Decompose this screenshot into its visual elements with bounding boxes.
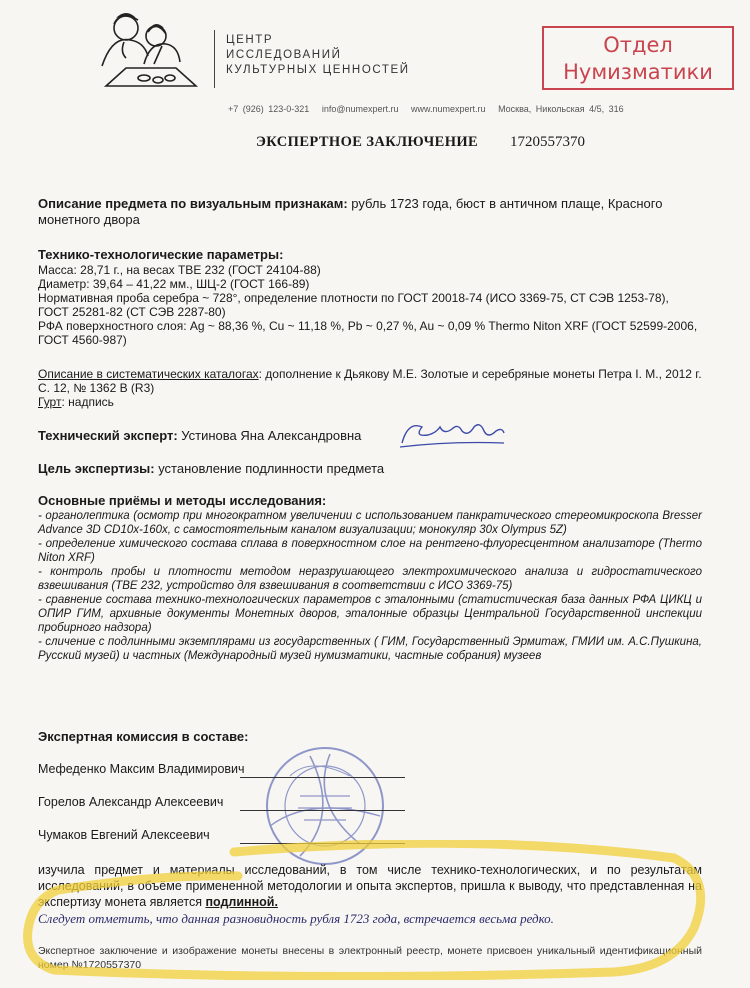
- method-item: - контроль пробы и плотности методом неразрушающего электрохимического анализа и гидростатического взвешивания (ТВЕ 232, устройство для взвешивания в соответствии с ИСО 3369-75): [38, 566, 702, 592]
- conclusion-text: [38, 862, 702, 910]
- dept-line-2: Нумизматики: [563, 60, 713, 84]
- method-item: - определение химического состава сплава в поверхностном слое на рентгено-флуоресцентном анализаторе (Thermo Niton XRF): [38, 538, 702, 564]
- description-label: Описание предмета по визуальным признакам:: [38, 196, 348, 211]
- method-item: - органолептика (осмотр при многократном увеличении с использованием панкратического стереомикроскопа Bresser Advance 3D CD10x-160x, с самостоятельным каналом визуализации; монокуляр 30х Olympus 5Z): [38, 510, 702, 536]
- signature-line: [240, 843, 405, 844]
- website: www.numexpert.ru: [411, 104, 486, 114]
- phone: +7 (926) 123-0-321: [228, 104, 310, 114]
- goal-section: [38, 461, 702, 477]
- tech-param-line: РФА поверхностного слоя: Ag ~ 88,36 %, Cu ~ 11,18 %, Pb ~ 0,27 %, Au ~ 0,09 % Thermo Niton XRF (ГОСТ 52599-2006, ГОСТ 4560-987): [38, 319, 698, 347]
- org-line-3: КУЛЬТУРНЫХ ЦЕННОСТЕЙ: [226, 64, 410, 76]
- center-logo-icon: [66, 6, 206, 98]
- commission-member: Горелов Александр Алексеевич: [38, 795, 224, 809]
- certificate-number: 1720557370: [510, 134, 585, 150]
- description-section: [38, 196, 702, 228]
- description-text: рубль 1723 года, бюст в античном плаще, Красного монетного двора: [38, 196, 663, 227]
- registry-notice: Экспертное заключение и изображение монеты внесены в электронный реестр, монете присвоен уникальный идентификационный номер №1720557370: [38, 945, 702, 971]
- commission-member: Мефеденко Максим Владимирович: [38, 762, 245, 776]
- tech-param-line: Масса: 28,71 г., на весах ТВЕ 232 (ГОСТ 24104-88): [38, 263, 321, 277]
- goal-text: установление подлинности предмета: [154, 461, 385, 476]
- contact-line: [228, 104, 632, 114]
- edge-text: : надпись: [61, 395, 114, 409]
- signature-line: [240, 777, 405, 778]
- dept-line-1: Отдел: [603, 33, 673, 57]
- header-divider: [214, 30, 215, 88]
- conclusion-body: изучила предмет и материалы исследований, в том числе технико-технологических, и по результатам исследований, в объёме примененной методологии и опыта экспертов, пришла к выводу, что представленная на экспертизу монета является: [38, 863, 702, 909]
- catalog-label: Описание в систематических каталогах: [38, 367, 259, 381]
- methods-section: [38, 493, 702, 663]
- method-item: - сличение с подлинными экземплярами из государственных ( ГИМ, Государственный Эрмитаж, ГМИИ им. А.С.Пушкина, Русский музей) и частных (Международный музей нумизматики, частные собрания) музеев: [38, 636, 702, 662]
- tech-param-line: Диаметр: 39,64 – 41,22 мм., ШЦ-2 (ГОСТ 166-89): [38, 277, 310, 291]
- methods-heading: Основные приёмы и методы исследования:: [38, 493, 327, 508]
- catalog-text: : дополнение к Дьякову М.Е. Золотые и серебряные монеты Петра I. М., 2012 г. С. 12, № 1362 В (R3): [38, 367, 702, 395]
- catalog-section: [38, 367, 702, 409]
- tech-params-heading: Технико-технологические параметры:: [38, 247, 284, 262]
- org-line-1: ЦЕНТР: [226, 34, 274, 46]
- commission-member: Чумаков Евгений Алексеевич: [38, 828, 210, 842]
- email: info@numexpert.ru: [321, 104, 399, 114]
- handwritten-note: Следует отметить, что данная разновидность рубля 1723 года, встречается весьма редко.: [38, 911, 554, 926]
- department-stamp: [542, 26, 734, 90]
- expert-signature-icon: [398, 421, 508, 449]
- org-line-2: ИССЛЕДОВАНИЙ: [226, 49, 342, 61]
- edge-label: Гурт: [38, 395, 62, 409]
- address: Москва, Никольская 4/5, 316: [498, 104, 624, 114]
- signature-line: [240, 810, 405, 811]
- expert-name: Устинова Яна Александровна: [177, 428, 362, 443]
- method-item: - сравнение состава технико-технологических параметров с эталонными (статистическая база данных РФА ЦИКЦ и ОПИР ГИМ, архивные документы Монетных дворов, эталонные образцы Центральной Государственной инспекции пробирного надзора): [38, 594, 702, 634]
- round-seal-icon: [230, 736, 420, 866]
- expert-section: [38, 428, 702, 444]
- expert-label: Технический эксперт:: [38, 428, 178, 443]
- organization-name: [226, 33, 410, 78]
- verdict: подлинной.: [205, 895, 278, 909]
- tech-param-line: Нормативная проба серебра ~ 728°, определение плотности по ГОСТ 20018-74 (ИСО 3369-75, СТ СЭВ 1253-78), ГОСТ 25281-82 (СТ СЭВ 2287-80): [38, 291, 669, 319]
- document-title: ЭКСПЕРТНОЕ ЗАКЛЮЧЕНИЕ: [256, 134, 479, 150]
- goal-label: Цель экспертизы:: [38, 461, 155, 476]
- commission-heading: Экспертная комиссия в составе:: [38, 729, 249, 744]
- tech-params-section: [38, 247, 702, 347]
